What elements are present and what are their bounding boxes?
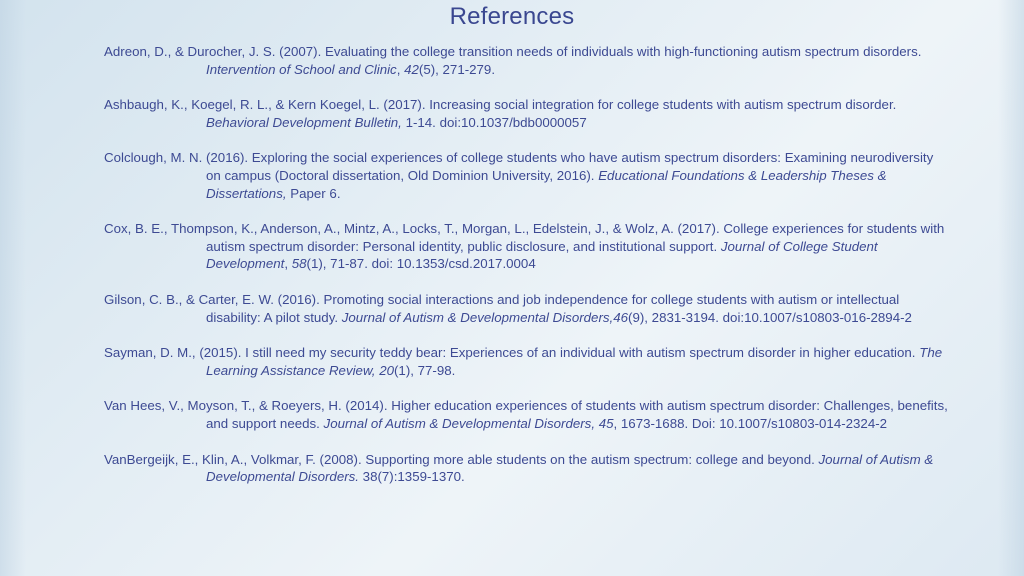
reference-text: Cox, B. E., Thompson, K., Anderson, A., Mintz, A., Locks, T., Morgan, L., Edelstein, J., & Wolz, A. (2017). College experiences for students with autism spectrum disorder: Personal identity, public disclosure, and institutional support.: [104, 221, 945, 254]
reference-text: ,: [284, 256, 292, 272]
reference-item: [104, 149, 949, 202]
reference-text: , 1673-1688. Doi: 10.1007/s10803-014-2324-2: [613, 415, 888, 431]
reference-journal: Journal of College Student Development: [206, 238, 878, 272]
reference-journal: Educational Foundations & Leadership Theses & Dissertations,: [206, 167, 887, 201]
reference-journal: Journal of Autism & Developmental Disorders,: [341, 309, 614, 325]
page-title: References: [449, 3, 575, 30]
reference-text: 1-14. doi:10.1037/bdb0000057: [401, 114, 587, 130]
reference-journal: Intervention of School and Clinic: [206, 61, 397, 77]
reference-text: (5), 271-279.: [418, 61, 496, 77]
reference-item: [104, 220, 949, 273]
reference-journal: Behavioral Development Bulletin,: [206, 114, 402, 130]
reference-text: Van Hees, V., Moyson, T., & Roeyers, H. (2014). Higher education experiences of students with autism spectrum disorder: Challenges, benefits, and support needs.: [104, 398, 948, 431]
reference-item: [104, 344, 949, 379]
reference-journal: Journal of Autism & Developmental Disorders.: [206, 451, 934, 485]
reference-text: VanBergeijk, E., Klin, A., Volkmar, F. (2008). Supporting more able students on the autism spectrum: college and beyond.: [104, 451, 819, 467]
left-edge-shade: [0, 0, 26, 576]
reference-text: Gilson, C. B., & Carter, E. W. (2016). Promoting social interactions and job independence for college students with autism or intellectual disability: A pilot study.: [104, 291, 900, 325]
reference-text: ,: [396, 61, 405, 77]
reference-volume: 58: [291, 256, 307, 272]
reference-list: [104, 43, 949, 504]
reference-item: [104, 291, 949, 326]
reference-text: (1), 77-98.: [394, 362, 456, 378]
reference-text: Colclough, M. N. (2016). Exploring the social experiences of college students who have autism spectrum disorders: Examining neurodiversity on campus (Doctoral dissertation, Old Dominion University, 2016).: [104, 150, 934, 183]
reference-text: Sayman, D. M., (2015). I still need my security teddy bear: Experiences of an individual with autism spectrum disorder in higher education.: [104, 345, 920, 361]
reference-volume: 46: [613, 309, 629, 325]
reference-text: Paper 6.: [286, 185, 341, 201]
reference-journal: The Learning Assistance Review, 20: [206, 345, 943, 378]
reference-text: Adreon, D., & Durocher, J. S. (2007). Evaluating the college transition needs of individuals with high-functioning autism spectrum disorders.: [104, 44, 922, 59]
right-edge-shade: [998, 0, 1024, 576]
reference-item: [104, 397, 949, 432]
reference-text: Ashbaugh, K., Koegel, R. L., & Kern Koegel, L. (2017). Increasing social integration for college students with autism spectrum disorder.: [104, 97, 897, 113]
reference-journal: Journal of Autism & Developmental Disorders, 45: [323, 415, 614, 431]
reference-item: [104, 43, 949, 78]
reference-text: (9), 2831-3194. doi:10.1007/s10803-016-2894-2: [628, 309, 912, 325]
reference-item: [104, 451, 949, 486]
reference-volume: 42: [404, 61, 419, 77]
reference-text: (1), 71-87. doi: 10.1353/csd.2017.0004: [306, 256, 536, 272]
reference-item: [104, 96, 949, 131]
reference-text: 38(7):1359-1370.: [358, 469, 465, 485]
